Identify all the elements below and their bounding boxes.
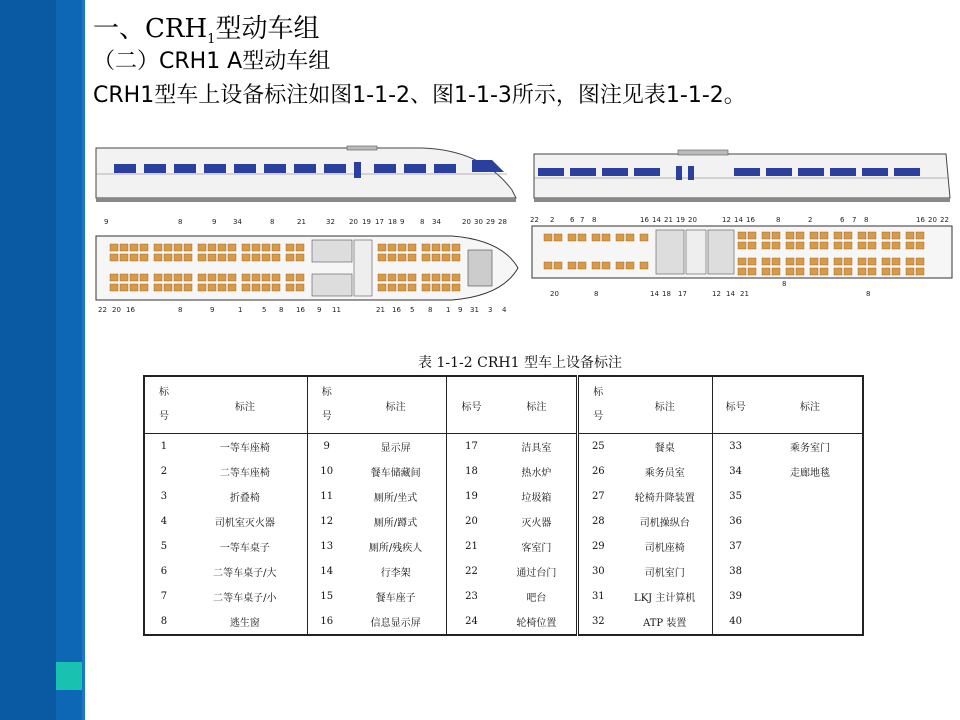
- table-cell-number: 30: [578, 559, 617, 584]
- svg-text:14: 14: [650, 290, 659, 298]
- svg-text:8: 8: [866, 290, 871, 298]
- svg-text:7: 7: [580, 216, 585, 224]
- table-cell-number: 21: [446, 534, 496, 559]
- table-cell-number: 14: [307, 559, 345, 584]
- table-cell-label: 餐桌: [654, 443, 675, 454]
- table-cell-label: ATP 装置: [643, 618, 687, 629]
- table-cell-label: [758, 609, 863, 635]
- svg-text:8: 8: [776, 216, 781, 224]
- table-cell-label: [758, 484, 863, 509]
- table-cell-label: [758, 584, 863, 609]
- svg-text:18: 18: [388, 218, 397, 226]
- table-cell-label: [758, 534, 863, 559]
- table-cell-label: 二等车桌子/小: [213, 593, 277, 604]
- svg-text:8: 8: [420, 218, 425, 226]
- table-cell-number: 34: [713, 459, 758, 484]
- svg-text:11: 11: [332, 306, 341, 314]
- table-cell-label: LKJ 主计算机: [634, 593, 696, 604]
- svg-text:9: 9: [210, 306, 215, 314]
- table-cell-label: 通过台门: [516, 568, 557, 579]
- svg-text:17: 17: [678, 290, 687, 298]
- header-label: 标注: [617, 376, 712, 434]
- svg-text:8: 8: [428, 306, 433, 314]
- table-cell-label: 餐车储藏间: [370, 468, 421, 479]
- table-cell-number: 40: [713, 609, 758, 635]
- table-row: [144, 609, 863, 635]
- svg-text:5: 5: [410, 306, 415, 314]
- table-cell-number: 36: [713, 509, 758, 534]
- svg-text:9: 9: [104, 218, 109, 226]
- train-diagram-head-car: [92, 140, 532, 320]
- table-row: [144, 459, 863, 484]
- header-number: 标 号: [144, 376, 183, 434]
- svg-text:1: 1: [238, 306, 243, 314]
- header-label: 标注: [346, 376, 446, 434]
- table-cell-number: 8: [160, 616, 168, 627]
- svg-text:20: 20: [462, 218, 471, 226]
- table-cell-number: 1: [160, 441, 168, 452]
- table-row: [144, 534, 863, 559]
- table-cell-number: 13: [307, 534, 345, 559]
- svg-text:20: 20: [349, 218, 358, 226]
- table-cell-label: 灭火器: [521, 518, 552, 529]
- table-cell-number: 3: [160, 491, 168, 502]
- svg-text:8: 8: [270, 218, 275, 226]
- svg-text:14: 14: [726, 290, 735, 298]
- header-label: 标注: [496, 376, 577, 434]
- table-cell-label: 司机座椅: [644, 543, 685, 554]
- table-cell-number: 15: [307, 584, 345, 609]
- table-cell-number: 29: [578, 534, 617, 559]
- table-cell-label: 折叠椅: [229, 493, 260, 504]
- equipment-table-body: [144, 434, 863, 636]
- page-description: CRH1型车上设备标注如图1-1-2、图1-1-3所示，图注见表1-1-2。: [93, 83, 746, 108]
- table-row: [144, 484, 863, 509]
- svg-text:8: 8: [592, 216, 597, 224]
- svg-text:6: 6: [840, 216, 845, 224]
- table-cell-number: 10: [307, 459, 345, 484]
- table-cell-number: 39: [713, 584, 758, 609]
- svg-text:7: 7: [852, 216, 857, 224]
- table-cell-label: 垃圾箱: [521, 493, 552, 504]
- table-row: [144, 559, 863, 584]
- table-cell-number: 12: [307, 509, 345, 534]
- table-cell-label: 厕所/坐式: [373, 493, 418, 504]
- svg-text:8: 8: [279, 306, 284, 314]
- table-cell-number: 33: [713, 434, 758, 460]
- table-cell-label: 二等车桌子/大: [213, 568, 277, 579]
- table-cell-number: 22: [446, 559, 496, 584]
- header-label: 标注: [183, 376, 307, 434]
- table-cell-label: [758, 559, 863, 584]
- svg-text:16: 16: [916, 216, 925, 224]
- table-cell-number: 32: [578, 609, 617, 635]
- svg-text:20: 20: [688, 216, 697, 224]
- svg-text:4: 4: [502, 306, 507, 314]
- svg-text:14: 14: [652, 216, 661, 224]
- svg-text:9: 9: [458, 306, 463, 314]
- svg-text:6: 6: [570, 216, 575, 224]
- svg-text:22: 22: [940, 216, 949, 224]
- table-cell-label: 厕所/残疾人: [368, 543, 423, 554]
- table-cell-label: 轮椅位置: [516, 618, 557, 629]
- equipment-table: [143, 375, 864, 636]
- svg-text:20: 20: [112, 306, 121, 314]
- table-cell-label: 厕所/蹲式: [373, 518, 418, 529]
- table-cell-number: 17: [446, 434, 496, 460]
- table-cell-label: 信息显示屏: [370, 618, 421, 629]
- svg-text:34: 34: [233, 218, 242, 226]
- table-cell-number: 23: [446, 584, 496, 609]
- svg-text:31: 31: [470, 306, 479, 314]
- table-cell-number: 5: [160, 541, 168, 552]
- table-row: [144, 434, 863, 460]
- table-row: [144, 509, 863, 534]
- page-title: 一、$CRH_1$型动车组: [93, 14, 320, 48]
- table-cell-label: [758, 509, 863, 534]
- svg-text:16: 16: [746, 216, 755, 224]
- table-cell-number: 37: [713, 534, 758, 559]
- table-cell-label: 司机操纵台: [639, 518, 690, 529]
- svg-text:9: 9: [317, 306, 322, 314]
- header-number: 标 号: [307, 376, 345, 434]
- table-cell-number: 26: [578, 459, 617, 484]
- table-cell-number: 24: [446, 609, 496, 635]
- table-cell-number: 31: [578, 584, 617, 609]
- table-cell-number: 9: [307, 434, 345, 460]
- svg-text:34: 34: [432, 218, 441, 226]
- table-cell-number: 38: [713, 559, 758, 584]
- table-cell-label: 热水炉: [521, 468, 552, 479]
- table-cell-label: 乘务室门: [790, 443, 831, 454]
- table-cell-label: 逃生窗: [229, 618, 260, 629]
- table-cell-number: 2: [160, 466, 168, 477]
- table-cell-label: 客室门: [521, 543, 552, 554]
- table-cell-label: 一等车座椅: [219, 443, 270, 454]
- svg-text:12: 12: [712, 290, 721, 298]
- table-cell-number: 35: [713, 484, 758, 509]
- svg-text:22: 22: [530, 216, 539, 224]
- svg-text:16: 16: [126, 306, 135, 314]
- svg-text:9: 9: [400, 218, 405, 226]
- svg-text:8: 8: [782, 280, 787, 288]
- table-cell-label: 餐车座子: [375, 593, 416, 604]
- svg-text:20: 20: [928, 216, 937, 224]
- svg-text:21: 21: [297, 218, 306, 226]
- svg-text:1: 1: [446, 306, 451, 314]
- table-cell-number: 25: [578, 434, 617, 460]
- svg-text:8: 8: [864, 216, 869, 224]
- table-cell-label: 乘务员室: [644, 468, 685, 479]
- table-cell-label: 司机室灭火器: [214, 518, 275, 529]
- svg-text:16: 16: [296, 306, 305, 314]
- table-cell-label: 洁具室: [521, 443, 552, 454]
- svg-text:16: 16: [640, 216, 649, 224]
- header-label: 标注: [758, 376, 863, 434]
- svg-text:22: 22: [98, 306, 107, 314]
- svg-text:19: 19: [676, 216, 685, 224]
- header-number: 标 号: [578, 376, 617, 434]
- sidebar-accent-square: [56, 662, 82, 690]
- svg-text:8: 8: [178, 218, 183, 226]
- svg-text:3: 3: [488, 306, 493, 314]
- table-cell-number: 28: [578, 509, 617, 534]
- table-cell-number: 7: [160, 591, 168, 602]
- svg-text:2: 2: [550, 216, 555, 224]
- svg-text:28: 28: [498, 218, 507, 226]
- svg-text:16: 16: [392, 306, 401, 314]
- svg-text:5: 5: [262, 306, 267, 314]
- svg-text:12: 12: [722, 216, 731, 224]
- table-cell-label: 二等车座椅: [219, 468, 270, 479]
- table-row: [144, 584, 863, 609]
- table-cell-label: 一等车桌子: [219, 543, 270, 554]
- table-cell-number: 11: [307, 484, 345, 509]
- svg-text:18: 18: [662, 290, 671, 298]
- table-caption: 表 1-1-2 CRH1 型车上设备标注: [418, 355, 622, 371]
- table-cell-number: 16: [307, 609, 345, 635]
- svg-text:21: 21: [376, 306, 385, 314]
- table-cell-number: 6: [160, 566, 168, 577]
- svg-text:8: 8: [594, 290, 599, 298]
- table-cell-label: 司机室门: [644, 568, 685, 579]
- table-cell-number: 20: [446, 509, 496, 534]
- svg-text:21: 21: [664, 216, 673, 224]
- header-number: 标号: [713, 376, 758, 434]
- train-diagram-middle-car: [528, 146, 956, 306]
- header-number: 标号: [446, 376, 496, 434]
- table-cell-number: 19: [446, 484, 496, 509]
- table-cell-number: 27: [578, 484, 617, 509]
- svg-text:9: 9: [212, 218, 217, 226]
- table-cell-label: 行李架: [380, 568, 411, 579]
- svg-text:32: 32: [326, 218, 335, 226]
- svg-text:2: 2: [808, 216, 813, 224]
- table-cell-label: 轮椅升降装置: [634, 493, 695, 504]
- table-cell-number: 18: [446, 459, 496, 484]
- table-cell-label: 显示屏: [380, 443, 411, 454]
- table-cell-label: 吧台: [526, 593, 547, 604]
- svg-text:29: 29: [486, 218, 495, 226]
- svg-text:8: 8: [178, 306, 183, 314]
- table-header-row: [144, 376, 863, 434]
- svg-text:14: 14: [734, 216, 743, 224]
- table-cell-number: 4: [160, 516, 168, 527]
- svg-text:30: 30: [474, 218, 483, 226]
- svg-text:19: 19: [362, 218, 371, 226]
- svg-text:21: 21: [740, 290, 749, 298]
- svg-text:20: 20: [550, 290, 559, 298]
- svg-text:17: 17: [375, 218, 384, 226]
- table-cell-label: 走廊地毯: [790, 468, 831, 479]
- page-subtitle: （二）CRH1 A型动车组: [93, 49, 331, 74]
